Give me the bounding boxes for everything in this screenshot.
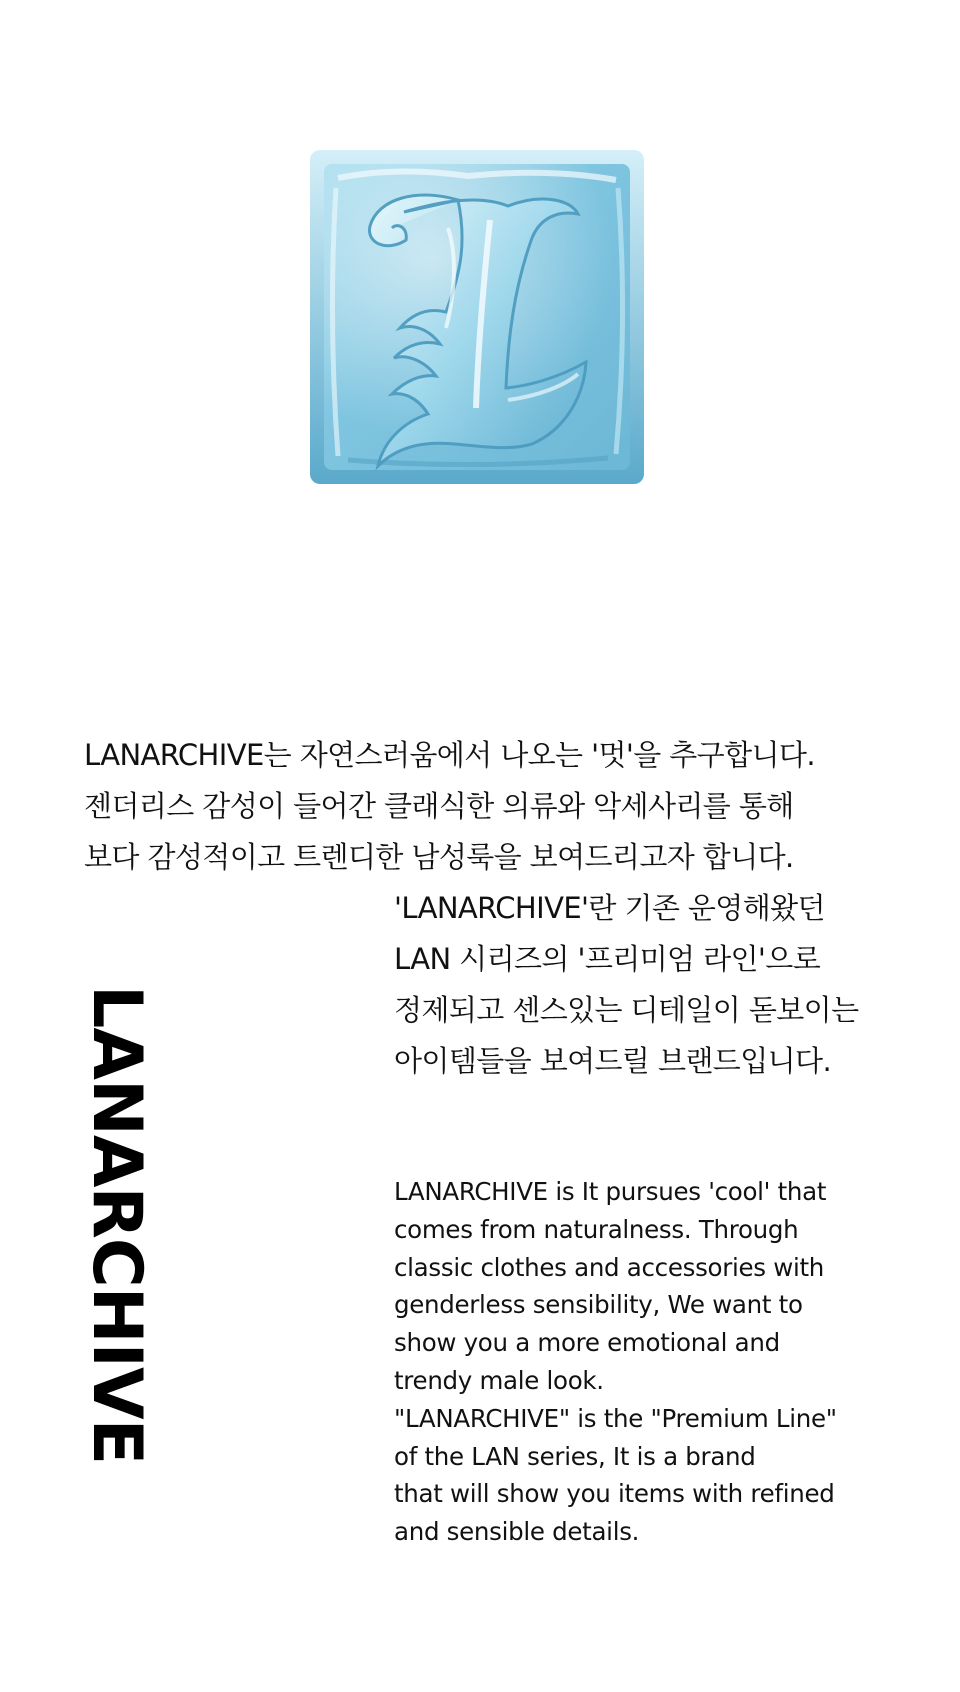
desc-en-line: LANARCHIVE is It pursues 'cool' that	[394, 1177, 827, 1206]
vertical-brand-wordmark	[77, 985, 156, 1543]
desc-en-line: "LANARCHIVE" is the "Premium Line"	[394, 1403, 837, 1433]
brand-logo	[308, 148, 646, 486]
intro-ko-line: LANARCHIVE는 자연스러움에서 나오는 '멋'을 추구합니다.	[84, 738, 815, 772]
desc-en-line: classic clothes and accessories with	[394, 1252, 825, 1282]
desc-en-line: and sensible details.	[394, 1517, 640, 1547]
detail-ko-line: 'LANARCHIVE'란 기존 운영해왔던	[394, 891, 825, 925]
detail-ko-line: LAN 시리즈의 '프리미엄 라인'으로	[394, 942, 821, 976]
detail-korean-paragraph	[394, 883, 914, 1087]
intro-ko-line: 보다 감성적이고 트렌디한 남성룩을 보여드리고자 합니다.	[84, 840, 794, 874]
intro-ko-line: 젠더리스 감성이 들어간 클래식한 의류와 악세사리를 통해	[84, 789, 794, 823]
desc-en-line: trendy male look.	[394, 1365, 604, 1395]
detail-ko-line: 정제되고 센스있는 디테일이 돋보이는	[394, 993, 859, 1027]
desc-en-line: genderless sensibility, We want to	[394, 1290, 803, 1320]
desc-en-line: show you a more emotional and	[394, 1328, 780, 1358]
detail-ko-line: 아이템들을 보여드릴 브랜드입니다.	[394, 1044, 832, 1078]
glass-L-monogram-icon	[308, 148, 646, 486]
desc-en-line: comes from naturalness. Through	[394, 1214, 799, 1244]
brand-name-vertical: LANARCHIVE	[77, 985, 156, 1465]
desc-en-line: that will show you items with refined	[394, 1479, 835, 1509]
desc-en-line: of the LAN series, It is a brand	[394, 1441, 756, 1471]
intro-korean-paragraph	[84, 730, 904, 883]
english-description	[394, 1173, 894, 1551]
